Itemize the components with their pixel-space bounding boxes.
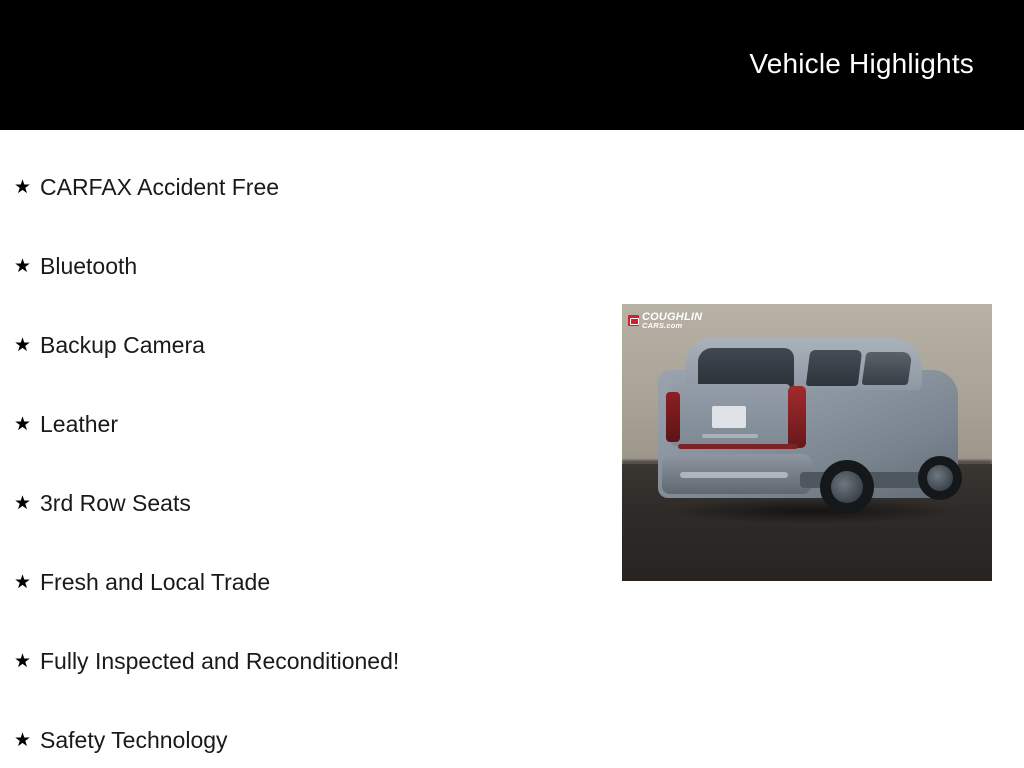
star-icon: ★ <box>14 651 32 672</box>
front-rim <box>927 465 953 491</box>
watermark-top-line: COUGHLIN <box>642 311 703 323</box>
highlight-label: Safety Technology <box>40 727 228 753</box>
list-item <box>0 464 620 543</box>
highlight-label: Fresh and Local Trade <box>40 569 271 595</box>
page-title: Vehicle Highlights <box>749 48 974 79</box>
list-item <box>0 306 620 385</box>
list-item <box>0 622 620 701</box>
highlight-label: Fully Inspected and Reconditioned! <box>40 648 400 674</box>
header-bar <box>0 0 1024 130</box>
star-icon: ★ <box>14 572 32 593</box>
list-item <box>0 227 620 306</box>
rear-window <box>698 348 794 388</box>
list-item <box>0 385 620 464</box>
left-taillight <box>666 392 680 442</box>
highlight-label: Backup Camera <box>40 332 205 358</box>
dealer-watermark <box>628 312 702 330</box>
highlight-label: 3rd Row Seats <box>40 490 191 516</box>
star-icon: ★ <box>14 414 32 435</box>
bumper-reflector <box>680 472 788 478</box>
vehicle-photo <box>622 304 992 581</box>
license-plate-area <box>712 406 746 428</box>
highlight-label: Leather <box>40 411 119 437</box>
coughlin-logo-icon <box>628 315 639 326</box>
model-badge <box>702 434 758 438</box>
rear-rim <box>831 471 863 503</box>
star-icon: ★ <box>14 256 32 277</box>
list-item <box>0 148 620 227</box>
highlight-label: CARFAX Accident Free <box>40 174 280 200</box>
right-taillight <box>788 386 806 448</box>
vehicle-shadow <box>664 498 960 524</box>
rear-side-window <box>806 350 862 386</box>
suv-illustration <box>650 332 972 547</box>
list-item <box>0 701 620 768</box>
vehicle-highlights-list <box>0 148 620 768</box>
watermark-text <box>642 312 702 330</box>
taillight-bar <box>678 444 798 449</box>
watermark-bottom-line: CARS.com <box>642 321 683 331</box>
star-icon: ★ <box>14 177 32 198</box>
front-side-window <box>862 352 913 385</box>
highlight-label: Bluetooth <box>40 253 138 279</box>
star-icon: ★ <box>14 335 32 356</box>
star-icon: ★ <box>14 493 32 514</box>
star-icon: ★ <box>14 730 32 751</box>
list-item <box>0 543 620 622</box>
